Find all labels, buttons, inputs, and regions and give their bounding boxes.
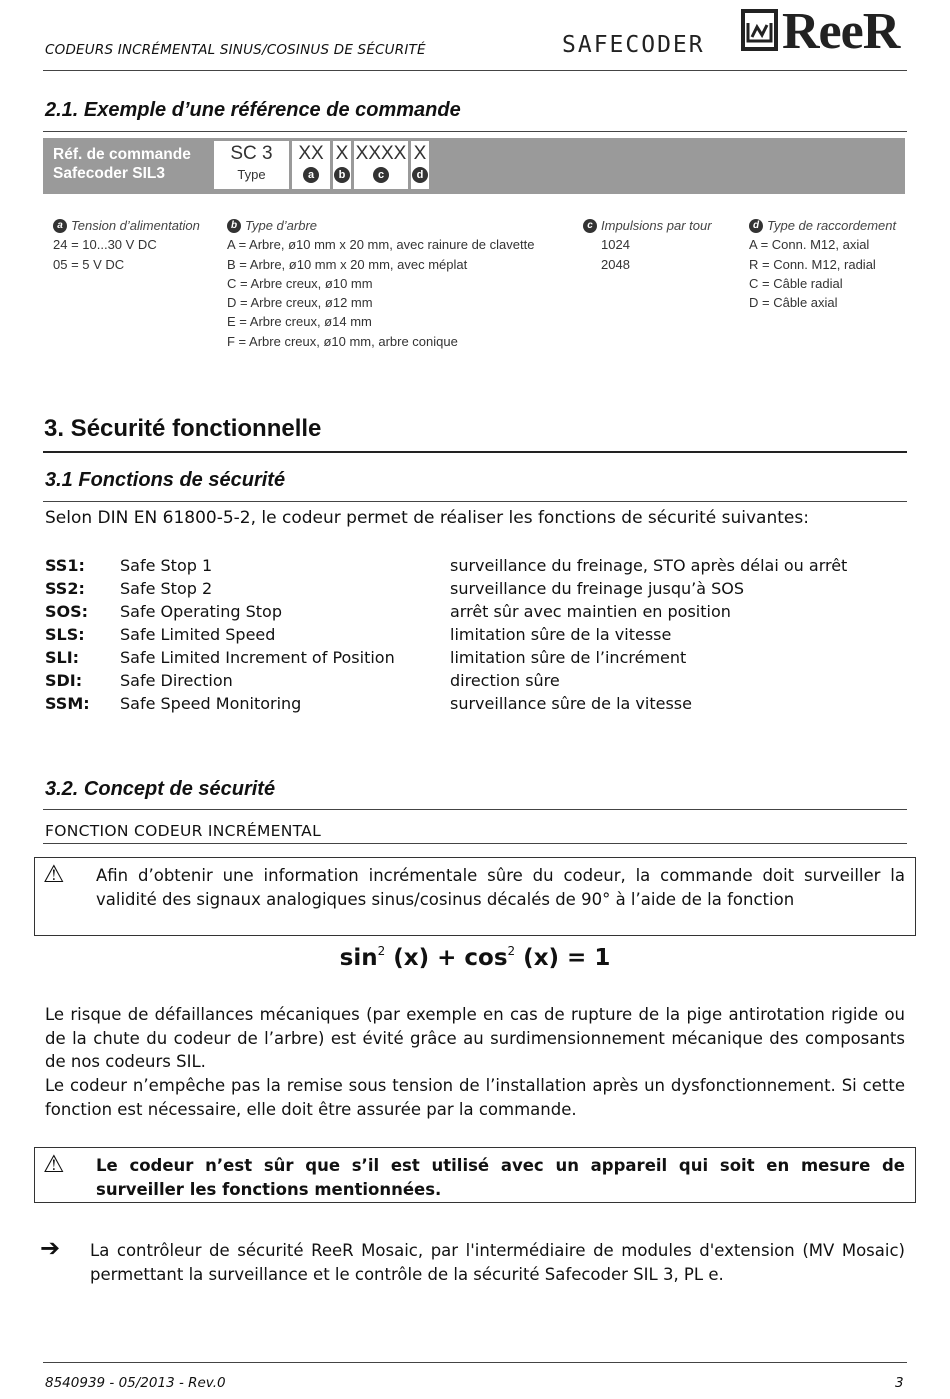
formula-end: (x) = 1 bbox=[515, 945, 611, 971]
option-d-column bbox=[749, 216, 896, 312]
code-x2: X bbox=[413, 143, 427, 164]
header-divider bbox=[43, 70, 907, 71]
option-c-item: 2048 bbox=[601, 256, 630, 272]
option-c-item: 1024 bbox=[601, 237, 630, 253]
function-name: Safe Limited Speed bbox=[120, 625, 276, 644]
function-desc: surveillance du freinage jusqu’à SOS bbox=[450, 579, 745, 598]
logo-reer-text: ReeR bbox=[782, 3, 900, 60]
option-c-badge: c bbox=[583, 219, 597, 233]
badge-c: c bbox=[373, 167, 389, 183]
code-box-d bbox=[411, 141, 429, 189]
formula-cos-exponent: 2 bbox=[507, 944, 516, 958]
option-a-column bbox=[53, 216, 200, 274]
paragraph-1: Le risque de défaillances mécaniques (par exemple en cas de rupture de la pige antirotation rigide ou de la chute du codeur de l’arbre) est évité grâce au surdimensionnement mécanique des composants de nos codeurs SIL. bbox=[45, 1005, 905, 1071]
option-b-item: A = Arbre, ø10 mm x 20 mm, avec rainure de clavette bbox=[227, 237, 535, 253]
order-code-label-line1: Réf. de commande bbox=[53, 146, 191, 163]
section-3-1-divider bbox=[43, 501, 907, 502]
option-d-item: C = Câble radial bbox=[749, 275, 843, 291]
function-code: SSM: bbox=[45, 694, 90, 713]
code-type: Type bbox=[237, 167, 266, 182]
function-name: Safe Stop 2 bbox=[120, 579, 213, 598]
option-d-item: A = Conn. M12, axial bbox=[749, 237, 870, 253]
section-2-1-heading: 2.1. Exemple d’une référence de commande bbox=[45, 99, 461, 121]
function-name: Safe Direction bbox=[120, 671, 233, 690]
formula-mid: (x) + cos bbox=[385, 945, 508, 971]
option-b-item: D = Arbre creux, ø12 mm bbox=[227, 295, 373, 311]
section-3-1-intro: Selon DIN EN 61800-5-2, le codeur permet de réaliser les fonctions de sécurité suivantes: bbox=[45, 508, 809, 528]
option-b-item: B = Arbre, ø10 mm x 20 mm, avec méplat bbox=[227, 256, 468, 272]
code-xxxx: XXXX bbox=[355, 143, 407, 164]
section-3-2-subheading: FONCTION CODEUR INCRÉMENTAL bbox=[45, 822, 322, 840]
warning-icon: ⚠ bbox=[43, 860, 65, 888]
function-name: Safe Speed Monitoring bbox=[120, 694, 302, 713]
section-3-2-heading: 3.2. Concept de sécurité bbox=[45, 778, 276, 800]
option-a-item: 05 = 5 V DC bbox=[53, 256, 125, 272]
function-desc: direction sûre bbox=[450, 671, 560, 690]
footer-page-number: 3 bbox=[895, 1375, 904, 1391]
option-b-item: C = Arbre creux, ø10 mm bbox=[227, 275, 373, 291]
function-desc: arrêt sûr avec maintien en position bbox=[450, 602, 731, 621]
logo-safecoder-text: SAFECODER bbox=[562, 32, 705, 58]
function-name: Safe Stop 1 bbox=[120, 556, 213, 575]
option-c-title: Impulsions par tour bbox=[601, 218, 712, 233]
reer-logo-icon bbox=[741, 9, 778, 51]
option-a-title: Tension d’alimentation bbox=[71, 218, 200, 233]
option-b-badge: b bbox=[227, 219, 241, 233]
code-box-sc3 bbox=[214, 141, 289, 189]
warning-text-2: Le codeur n’est sûr que s’il est utilisé avec un appareil qui soit en mesure de surveiller les fonctions mentionnées. bbox=[96, 1156, 905, 1199]
paragraph-2: Le codeur n’empêche pas la remise sous tension de l’installation après un dysfonctionnement. Si cette fonction est nécessaire, elle doit être assurée par la commande. bbox=[45, 1076, 905, 1119]
function-desc: surveillance du freinage, STO après délai ou arrêt bbox=[450, 556, 848, 575]
function-name: Safe Limited Increment of Position bbox=[120, 648, 395, 667]
code-box-c bbox=[354, 141, 408, 189]
option-d-badge: d bbox=[749, 219, 763, 233]
warning-icon: ⚠ bbox=[43, 1150, 65, 1178]
option-c-column bbox=[583, 216, 712, 274]
formula-sin: sin bbox=[339, 945, 378, 971]
function-code: SDI: bbox=[45, 671, 83, 690]
note-text: La contrôleur de sécurité ReeR Mosaic, par l'intermédiaire de modules d'extension (MV Mosaic) permettant la surveillance et le contrôle de la sécurité Safecoder SIL 3, PL e. bbox=[90, 1241, 905, 1284]
order-code-label bbox=[53, 145, 191, 183]
section-3-heading: 3. Sécurité fonctionnelle bbox=[44, 415, 322, 442]
option-b-item: E = Arbre creux, ø14 mm bbox=[227, 314, 372, 330]
section-3-1-heading: 3.1 Fonctions de sécurité bbox=[45, 469, 286, 491]
function-desc: limitation sûre de l’incrément bbox=[450, 648, 687, 667]
option-b-title: Type d’arbre bbox=[245, 218, 318, 233]
formula-sin-exponent: 2 bbox=[377, 944, 386, 958]
order-code-label-line2: Safecoder SIL3 bbox=[53, 165, 165, 182]
function-name: Safe Operating Stop bbox=[120, 602, 282, 621]
function-code: SOS: bbox=[45, 602, 89, 621]
footer-doc-ref: 8540939 - 05/2013 - Rev.0 bbox=[45, 1375, 226, 1391]
option-d-title: Type de raccordement bbox=[767, 218, 897, 233]
code-x1: X bbox=[335, 143, 349, 164]
warning-text-1: Afin d’obtenir une information incrémentale sûre du codeur, la commande doit surveiller la validité des signaux analogiques sinus/cosinus décalés de 90° à l’aide de la fonction bbox=[96, 866, 905, 909]
option-d-item: R = Conn. M12, radial bbox=[749, 256, 876, 272]
function-code: SLS: bbox=[45, 625, 85, 644]
function-desc: surveillance sûre de la vitesse bbox=[450, 694, 692, 713]
badge-b: b bbox=[334, 167, 350, 183]
arrow-right-icon: ➔ bbox=[40, 1234, 61, 1262]
badge-a: a bbox=[303, 167, 319, 183]
warning-box-2 bbox=[34, 1147, 916, 1203]
option-a-item: 24 = 10...30 V DC bbox=[53, 237, 157, 253]
header-title: CODEURS INCRÉMENTAL SINUS/COSINUS DE SÉCURITÉ bbox=[45, 42, 426, 58]
footer-divider bbox=[43, 1362, 907, 1363]
warning-box-1 bbox=[34, 857, 916, 936]
option-a-badge: a bbox=[53, 219, 67, 233]
section-3-2-divider bbox=[43, 809, 907, 810]
function-code: SLI: bbox=[45, 648, 80, 667]
badge-d: d bbox=[412, 167, 428, 183]
subheading-divider bbox=[43, 843, 907, 844]
code-sc3: SC 3 bbox=[230, 143, 273, 164]
code-box-a bbox=[292, 141, 330, 189]
option-b-item: F = Arbre creux, ø10 mm, arbre conique bbox=[227, 333, 458, 349]
option-b-column bbox=[227, 216, 534, 351]
section-3-divider bbox=[43, 451, 907, 453]
formula bbox=[0, 944, 950, 971]
section-2-1-divider bbox=[43, 131, 907, 132]
code-xx: XX bbox=[298, 143, 324, 164]
option-d-item: D = Câble axial bbox=[749, 295, 838, 311]
function-code: SS1: bbox=[45, 556, 85, 575]
function-desc: limitation sûre de la vitesse bbox=[450, 625, 672, 644]
code-box-b bbox=[333, 141, 351, 189]
function-code: SS2: bbox=[45, 579, 85, 598]
